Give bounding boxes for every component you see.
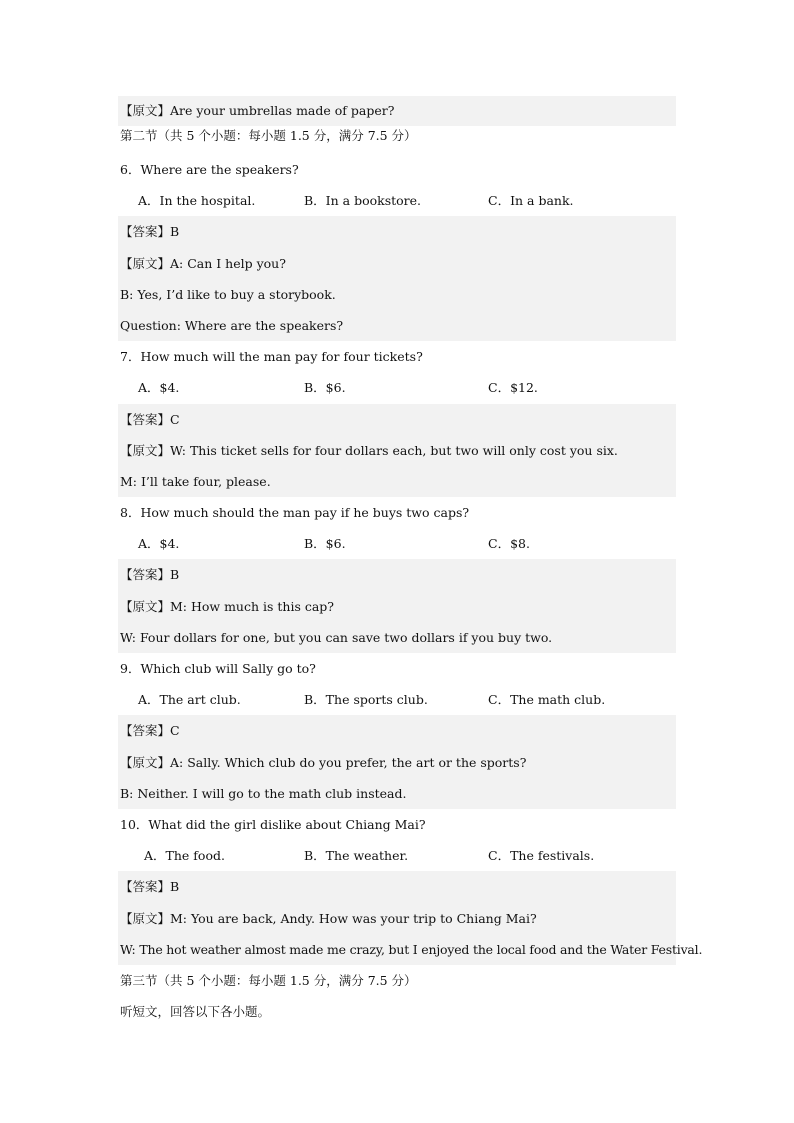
option-c: C．The festivals. [488,848,595,864]
options-6 [118,185,676,216]
section-instruction: 听短文，回答以下各小题。 [120,1004,271,1020]
transcript-line: W: The hot weather almost made me crazy, but I enjoyed the local food and the Water Festival. [118,934,676,965]
options-7 [118,372,676,403]
transcript-line: W: Four dollars for one, but you can save two dollars if you buy two. [118,622,676,653]
transcript-line: B: Neither. I will go to the math club instead. [118,778,676,809]
options-8 [118,528,676,559]
option-b: B．$6. [304,536,346,552]
option-c: C．The math club. [488,692,606,708]
question-10: 10．What did the girl dislike about Chiang Mai? [120,816,426,832]
option-c: C．In a bank. [488,193,574,209]
transcript-line: 【原文】Are your umbrellas made of paper? [118,96,676,126]
answer-7: 【答案】C [118,404,676,435]
transcript-line: 【原文】W: This ticket sells for four dollars each, but two will only cost you six. [118,435,676,466]
option-a: A．The art club. [138,692,241,708]
option-b: B．In a bookstore. [304,193,422,209]
option-b: B．The weather. [304,848,409,864]
question-9: 9．Which club will Sally go to? [120,661,316,676]
option-b: B．The sports club. [304,692,428,708]
transcript-line: 【原文】A: Sally. Which club do you prefer, the art or the sports? [118,747,676,778]
section-heading: 第二节（共 5 个小题：每小题 1.5 分，满分 7.5 分） [120,128,417,143]
question-6: 6．Where are the speakers? [120,162,299,177]
question-8: 8．How much should the man pay if he buys two caps? [120,505,470,521]
answer-8: 【答案】B [118,559,676,590]
transcript-line: B: Yes, I’d like to buy a storybook. [118,279,676,310]
transcript-line: 【原文】M: How much is this cap? [118,591,676,622]
option-c: C．$8. [488,536,530,552]
options-9 [118,684,676,715]
answer-10: 【答案】B [118,871,676,902]
option-a: A．$4. [138,380,180,396]
option-c: C．$12. [488,380,538,396]
question-7: 7．How much will the man pay for four tickets? [120,349,423,365]
option-b: B．$6. [304,380,346,396]
answer-6: 【答案】B [118,216,676,247]
document-body [118,96,703,1027]
transcript-line: 【原文】M: You are back, Andy. How was your trip to Chiang Mai? [118,903,676,934]
option-a: A．$4. [138,536,180,552]
answer-9: 【答案】C [118,715,676,746]
option-a: A．The food. [144,848,225,864]
section-heading: 第三节（共 5 个小题：每小题 1.5 分，满分 7.5 分） [120,972,417,988]
options-10 [118,840,676,871]
option-a: A．In the hospital. [138,193,256,209]
transcript-line: 【原文】A: Can I help you? [118,248,676,279]
transcript-line: Question: Where are the speakers? [118,310,676,341]
transcript-line: M: I’ll take four, please. [118,466,676,497]
